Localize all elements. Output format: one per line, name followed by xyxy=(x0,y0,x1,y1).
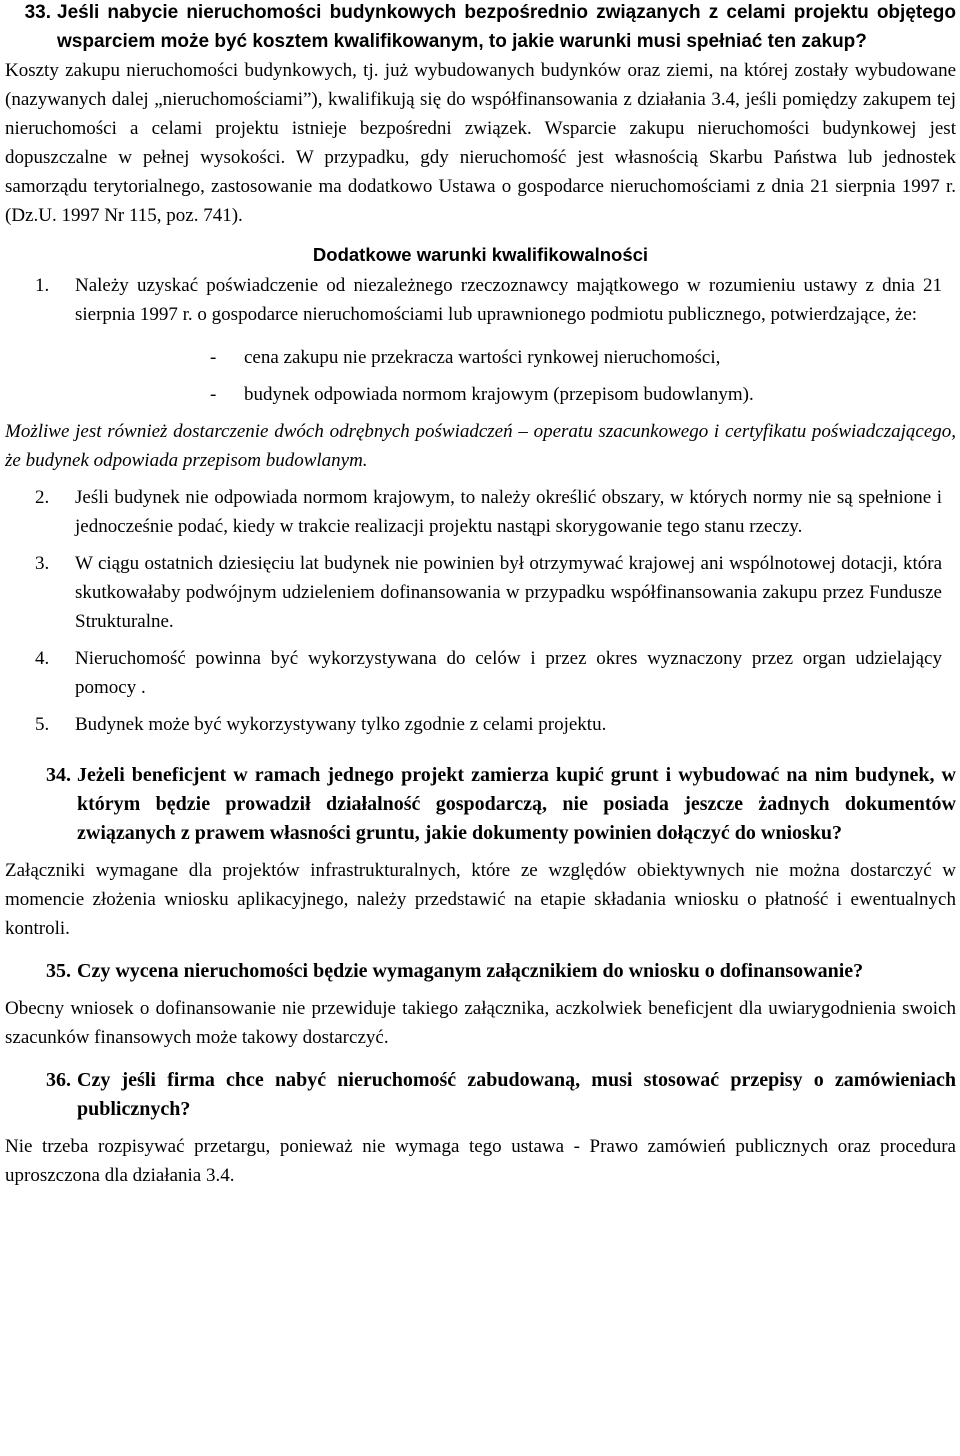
question-text: Czy wycena nieruchomości będzie wymaganym załącznikiem do wniosku o dofinansowanie? xyxy=(77,960,864,982)
list-item xyxy=(5,710,956,739)
question-text: Jeżeli beneficjent w ramach jednego projekt zamierza kupić grunt i wybudować na nim budynek, w którym będzie prowadził działalność gospodarczą, nie posiada jeszcze żadnych dokumentów związanych z prawem własności gruntu, jakie dokumenty powinien dołączyć do wniosku? xyxy=(77,764,956,844)
question-number: 36. xyxy=(46,1069,71,1091)
answer-34: Załączniki wymagane dla projektów infrastrukturalnych, które ze względów obiektywnych nie można dostarczyć w momencie złożenia wniosku aplikacyjnego, należy przedstawić na etapie składania wniosku o płatność i ewentualnych kontroli. xyxy=(5,860,956,939)
list-item xyxy=(5,483,956,541)
section-subheading: Dodatkowe warunki kwalifikowalności xyxy=(312,244,649,265)
list-item xyxy=(5,271,956,329)
question-text: Jeśli nabycie nieruchomości budynkowych bezpośrednio związanych z celami projektu objętego wsparciem może być kosztem kwalifikowanym, to jakie warunki musi spełniać ten zakup? xyxy=(57,2,956,52)
dash-item-text: cena zakupu nie przekracza wartości rynkowej nieruchomości, xyxy=(244,347,721,368)
question-text: Czy jeśli firma chce nabyć nieruchomość zabudowaną, musi stosować przepisy o zamówieniach publicznych? xyxy=(77,1069,956,1120)
question-35 xyxy=(5,957,956,986)
list-item-text: Należy uzyskać poświadczenie od niezależnego rzeczoznawcy majątkowego w rozumieniu ustawy z dnia 21 sierpnia 1997 r. o gospodarce nieruchomościami lub uprawnionego podmiotu publicznego, potwierdzające, że: xyxy=(75,275,942,325)
list-item xyxy=(5,549,956,636)
question-number: 34. xyxy=(46,764,71,786)
dash-marker: - xyxy=(210,347,217,368)
list-item-number: 3. xyxy=(35,553,50,574)
list-item-text: Jeśli budynek nie odpowiada normom krajowym, to należy określić obszary, w których normy nie są spełnione i jednocześnie podać, kiedy w trakcie realizacji projektu nastąpi skorygowanie tego stanu rzeczy. xyxy=(75,487,942,537)
answer-33 xyxy=(5,56,956,230)
question-number: 33. xyxy=(24,2,51,23)
list-item-number: 1. xyxy=(35,275,50,296)
italic-note: Możliwe jest również dostarczenie dwóch odrębnych poświadczeń – operatu szacunkowego i certyfikatu poświadczającego, że budynek odpowiada przepisom budowlanym. xyxy=(5,421,956,471)
dash-marker: - xyxy=(210,384,217,405)
question-number: 35. xyxy=(46,960,71,982)
list-item-text: Nieruchomość powinna być wykorzystywana do celów i przez okres wyznaczony przez organ udzielający pomocy . xyxy=(75,648,942,698)
answer-36: Nie trzeba rozpisywać przetargu, ponieważ nie wymaga tego ustawa - Prawo zamówień publicznych oraz procedura uproszczona dla działania 3.4. xyxy=(5,1136,956,1186)
list-item-number: 2. xyxy=(35,487,50,508)
question-34 xyxy=(5,761,956,848)
dash-item-text: budynek odpowiada normom krajowym (przepisom budowlanym). xyxy=(244,384,754,405)
question-36 xyxy=(5,1066,956,1124)
answer-33-part-b: Wsparcie zakupu nieruchomości budynkowej jest dopuszczalne w pełnej wysokości. xyxy=(5,118,956,168)
dash-list-item xyxy=(5,343,956,372)
question-33 xyxy=(5,0,956,56)
dash-list-item xyxy=(5,380,956,409)
list-item xyxy=(5,644,956,702)
list-item-text: Budynek może być wykorzystywany tylko zgodnie z celami projektu. xyxy=(75,714,607,735)
list-item-text: W ciągu ostatnich dziesięciu lat budynek nie powinien był otrzymywać krajowej ani wspólnotowej dotacji, która skutkowałaby podwójnym udzieleniem dofinansowania w przypadku współfinansowania zakupu przez Fundusze Strukturalne. xyxy=(75,553,942,632)
answer-33-part-c: W przypadku, gdy nieruchomość jest własnością Skarbu Państwa lub jednostek samorządu terytorialnego, zastosowanie ma dodatkowo Ustawa o gospodarce nieruchomościami z dnia 21 sierpnia 1997 r. (Dz.U. 1997 Nr 115, poz. 741). xyxy=(5,147,956,226)
answer-33-part-a: Koszty zakupu nieruchomości budynkowych, tj. już wybudowanych budynków oraz ziemi, na której zostały wybudowane (nazywanych dalej „nieruchomościami”), kwalifikują się do współfinansowania z działania 3.4, jeśli pomiędzy zakupem tej nieruchomości a celami projektu istnieje bezpośredni związek. xyxy=(5,60,956,139)
answer-35: Obecny wniosek o dofinansowanie nie przewiduje takiego załącznika, aczkolwiek beneficjent dla uwiarygodnienia swoich szacunków finansowych może takowy dostarczyć. xyxy=(5,998,956,1048)
list-item-number: 5. xyxy=(35,714,50,735)
list-item-number: 4. xyxy=(35,648,50,669)
